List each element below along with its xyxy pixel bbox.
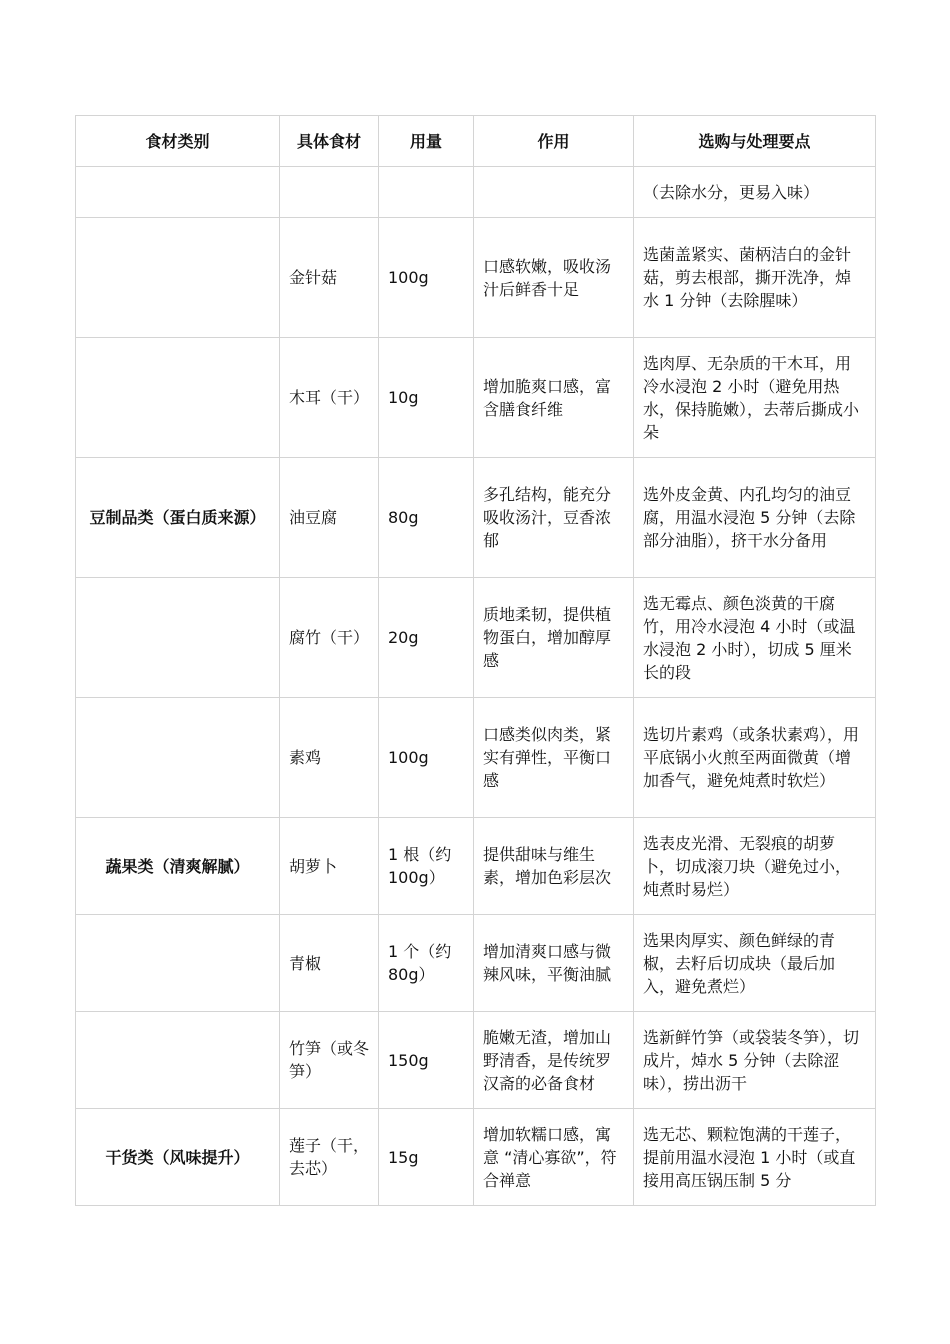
cell-tips: 选肉厚、无杂质的干木耳，用冷水浸泡 2 小时（避免用热水，保持脆嫩），去蒂后撕成小朵: [634, 338, 876, 458]
header-function: 作用: [474, 116, 634, 167]
cell-category: [76, 578, 280, 698]
cell-ingredient: 莲子（干，去芯）: [280, 1109, 379, 1206]
cell-category: 蔬果类（清爽解腻）: [76, 818, 280, 915]
cell-category: [76, 915, 280, 1012]
cell-tips: 选无芯、颗粒饱满的干莲子，提前用温水浸泡 1 小时（或直接用高压锅压制 5 分: [634, 1109, 876, 1206]
cell-ingredient: [280, 167, 379, 218]
cell-ingredient: 木耳（干）: [280, 338, 379, 458]
cell-amount: 10g: [379, 338, 474, 458]
cell-category: 干货类（风味提升）: [76, 1109, 280, 1206]
cell-tips: 选切片素鸡（或条状素鸡），用平底锅小火煎至两面微黄（增加香气，避免炖煮时软烂）: [634, 698, 876, 818]
cell-function: 增加清爽口感与微辣风味，平衡油腻: [474, 915, 634, 1012]
cell-amount: 15g: [379, 1109, 474, 1206]
cell-function: 口感类似肉类，紧实有弹性，平衡口感: [474, 698, 634, 818]
table-row: [76, 818, 876, 915]
cell-amount: 100g: [379, 218, 474, 338]
cell-amount: 20g: [379, 578, 474, 698]
table-row: [76, 218, 876, 338]
header-tips: 选购与处理要点: [634, 116, 876, 167]
cell-ingredient: 青椒: [280, 915, 379, 1012]
table-row: [76, 1012, 876, 1109]
table-row: [76, 915, 876, 1012]
cell-ingredient: 油豆腐: [280, 458, 379, 578]
cell-amount: 100g: [379, 698, 474, 818]
cell-ingredient: 腐竹（干）: [280, 578, 379, 698]
cell-amount: [379, 167, 474, 218]
cell-ingredient: 竹笋（或冬笋）: [280, 1012, 379, 1109]
cell-tips: 选菌盖紧实、菌柄洁白的金针菇，剪去根部，撕开洗净，焯水 1 分钟（去除腥味）: [634, 218, 876, 338]
table-row: [76, 578, 876, 698]
cell-tips: 选果肉厚实、颜色鲜绿的青椒，去籽后切成块（最后加入，避免煮烂）: [634, 915, 876, 1012]
ingredients-table: [75, 115, 876, 1206]
header-ingredient: 具体食材: [280, 116, 379, 167]
cell-ingredient: 胡萝卜: [280, 818, 379, 915]
cell-amount: 1 根（约 100g）: [379, 818, 474, 915]
cell-function: 脆嫩无渣，增加山野清香，是传统罗汉斋的必备食材: [474, 1012, 634, 1109]
cell-ingredient: 素鸡: [280, 698, 379, 818]
cell-function: 多孔结构，能充分吸收汤汁，豆香浓郁: [474, 458, 634, 578]
header-category: 食材类别: [76, 116, 280, 167]
cell-category: [76, 218, 280, 338]
cell-function: 口感软嫩，吸收汤汁后鲜香十足: [474, 218, 634, 338]
cell-category: [76, 698, 280, 818]
cell-function: 提供甜味与维生素，增加色彩层次: [474, 818, 634, 915]
cell-tips: 选新鲜竹笋（或袋装冬笋），切成片，焯水 5 分钟（去除涩味），捞出沥干: [634, 1012, 876, 1109]
cell-amount: 80g: [379, 458, 474, 578]
cell-tips: 选外皮金黄、内孔均匀的油豆腐，用温水浸泡 5 分钟（去除部分油脂），挤干水分备用: [634, 458, 876, 578]
cell-category: [76, 167, 280, 218]
table-row: [76, 1109, 876, 1206]
cell-function: 增加软糯口感，寓意 “清心寡欲”，符合禅意: [474, 1109, 634, 1206]
table-row: [76, 698, 876, 818]
cell-amount: 1 个（约 80g）: [379, 915, 474, 1012]
table-row: [76, 338, 876, 458]
table-row: [76, 458, 876, 578]
cell-tips: 选表皮光滑、无裂痕的胡萝卜，切成滚刀块（避免过小，炖煮时易烂）: [634, 818, 876, 915]
cell-category: [76, 1012, 280, 1109]
cell-category: 豆制品类（蛋白质来源）: [76, 458, 280, 578]
cell-category: [76, 338, 280, 458]
cell-function: 质地柔韧，提供植物蛋白，增加醇厚感: [474, 578, 634, 698]
cell-function: [474, 167, 634, 218]
cell-function: 增加脆爽口感，富含膳食纤维: [474, 338, 634, 458]
cell-amount: 150g: [379, 1012, 474, 1109]
cell-ingredient: 金针菇: [280, 218, 379, 338]
header-amount: 用量: [379, 116, 474, 167]
table-row: [76, 167, 876, 218]
cell-tips: （去除水分，更易入味）: [634, 167, 876, 218]
table-header-row: [76, 116, 876, 167]
cell-tips: 选无霉点、颜色淡黄的干腐竹，用冷水浸泡 4 小时（或温水浸泡 2 小时），切成 5 厘米长的段: [634, 578, 876, 698]
